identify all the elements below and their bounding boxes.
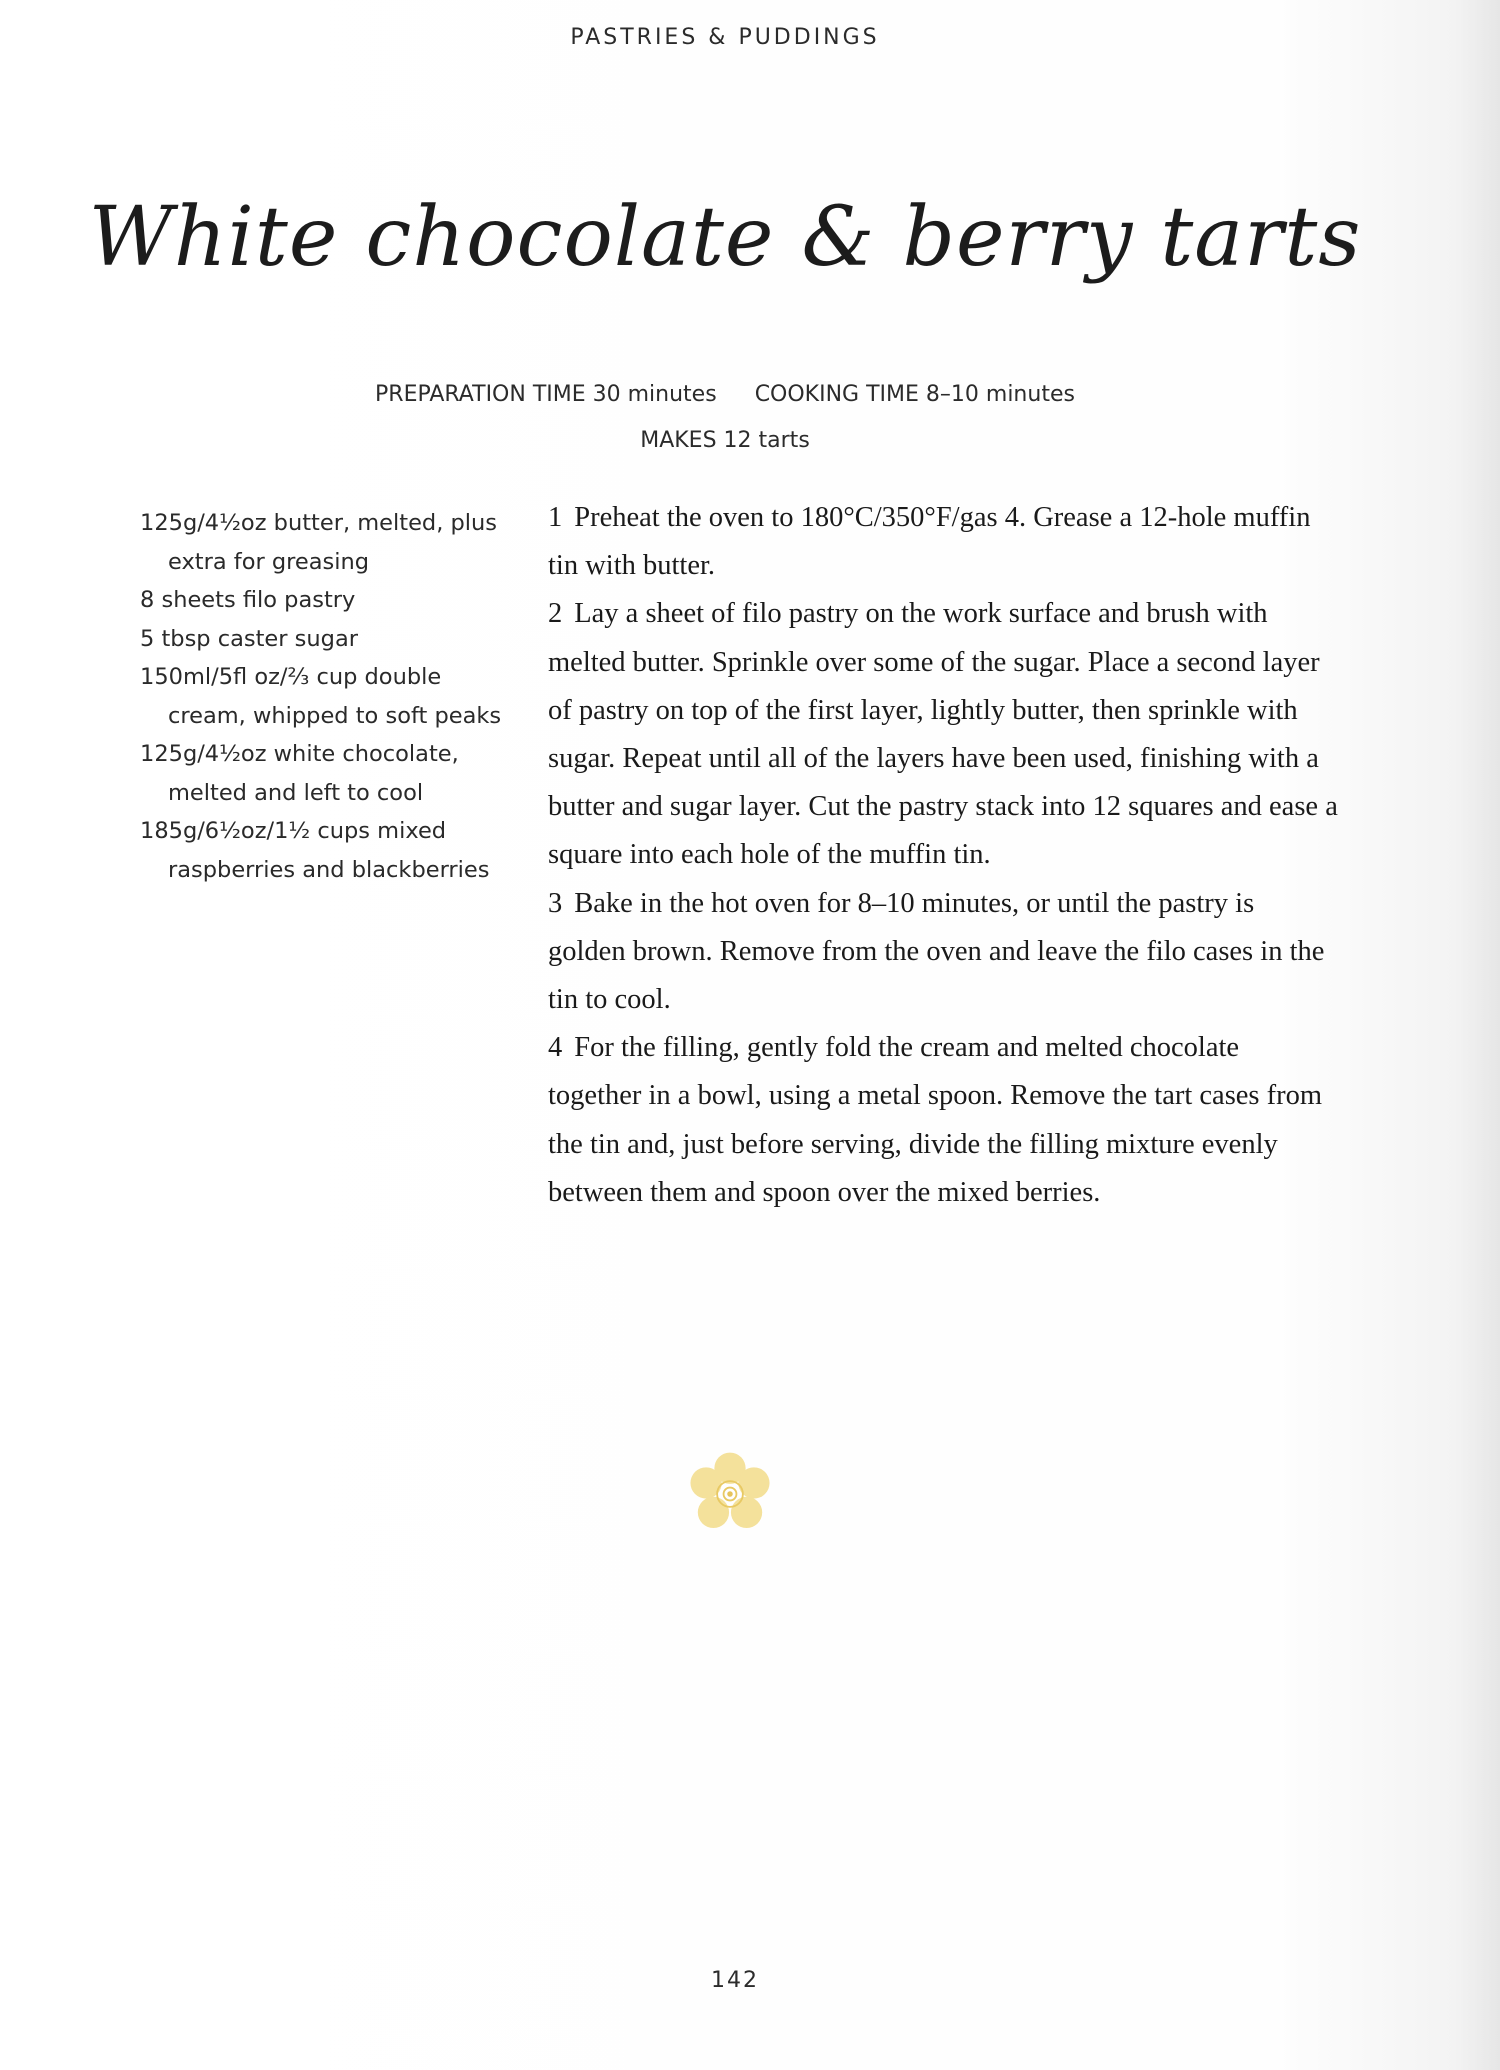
cook-time-value: 8–10 minutes [925, 382, 1075, 407]
recipe-yield [0, 418, 1450, 464]
step-number: 2 [548, 598, 563, 630]
recipe-meta [0, 372, 1450, 464]
ingredient-item: 185g/6½oz/1½ cups mixed raspberries and blackberries [140, 818, 490, 883]
prep-time-value: 30 minutes [592, 382, 717, 407]
recipe-title: White chocolate & berry tarts [88, 190, 1362, 285]
flower-ornament-svg [684, 1448, 776, 1540]
ingredient-item: 8 sheets filo pastry [140, 587, 356, 613]
step-text: For the filling, gently fold the cream and melted chocolate together in a bowl, using a metal spoon. Remove the tart cases from the tin and, just before serving, divide the filling mixture evenly between them and spoon over the mixed berries. [548, 1032, 1323, 1208]
prep-time-label: PREPARATION TIME [375, 382, 586, 407]
section-header: PASTRIES & PUDDINGS [570, 25, 880, 50]
method-step [548, 1024, 1338, 1217]
step-text: Lay a sheet of filo pastry on the work surface and brush with melted butter. Sprinkle over some of the sugar. Place a second layer of pastry on top of the first layer, lightly butter, then sprinkle with sugar. Repeat until all of the layers have been used, finishing with a butter and sugar layer. Cut the pastry stack into 12 squares and ease a square into each hole of the muffin tin. [548, 598, 1338, 871]
page-number: 142 [711, 1968, 759, 1993]
makes-value: 12 tarts [723, 428, 810, 453]
method-step [548, 494, 1338, 590]
method-step [548, 590, 1338, 879]
flower-ornament-icon [684, 1448, 776, 1540]
ingredients-list [140, 504, 520, 889]
cook-time-label: COOKING TIME [754, 382, 919, 407]
step-number: 4 [548, 1032, 563, 1064]
recipe-times [0, 372, 1450, 418]
ingredient-item: 150ml/5fl oz/⅔ cup double cream, whipped to soft peaks [140, 664, 502, 729]
ingredient-item: 5 tbsp caster sugar [140, 625, 358, 652]
ingredient-item: 125g/4½oz butter, melted, plus extra for greasing [140, 510, 498, 575]
step-number: 1 [548, 502, 563, 533]
method-step [548, 880, 1338, 1025]
method-steps [548, 494, 1338, 1217]
step-number: 3 [548, 887, 563, 919]
makes-label: MAKES [640, 428, 717, 453]
ingredient-item: 125g/4½oz white chocolate, melted and left to cool [140, 741, 459, 806]
step-text: Preheat the oven to 180°C/350°F/gas 4. Grease a 12-hole muffin tin with butter. [548, 502, 1311, 582]
step-text: Bake in the hot oven for 8–10 minutes, or until the pastry is golden brown. Remove from the oven and leave the filo cases in the tin to cool. [548, 887, 1325, 1016]
